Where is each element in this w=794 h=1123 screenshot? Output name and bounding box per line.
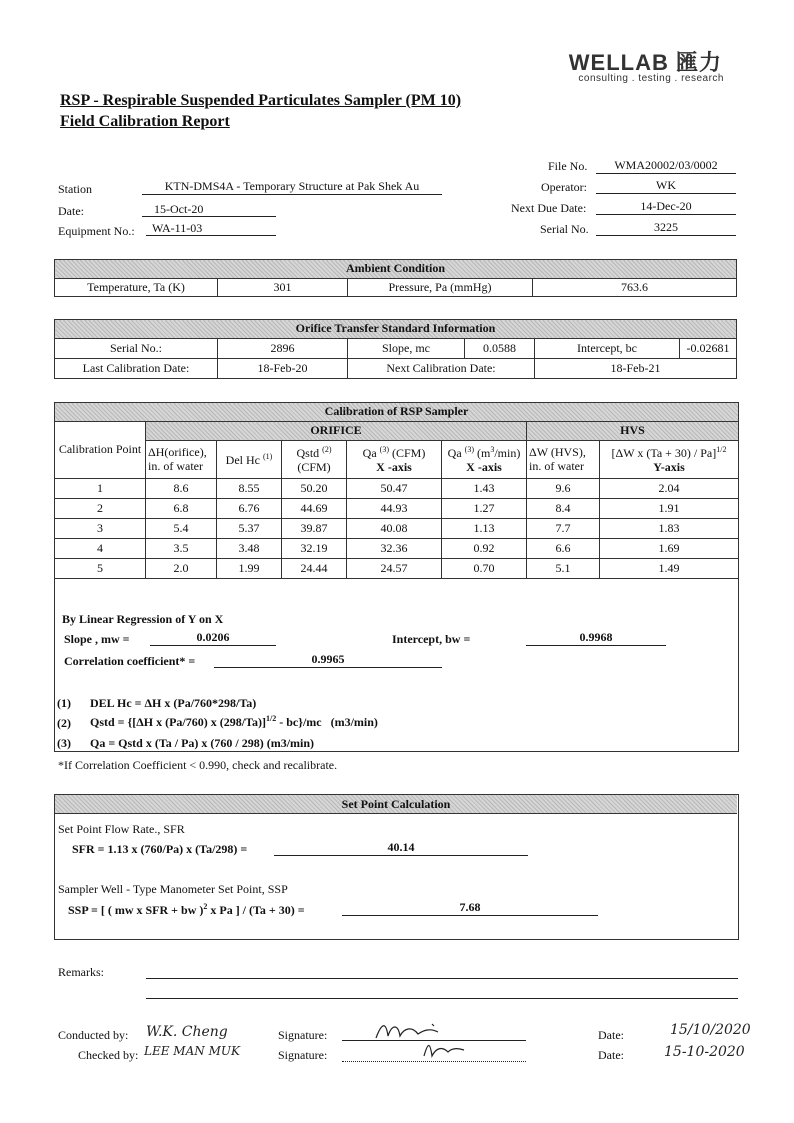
dw-header: ΔW (HVS), in. of water [527, 441, 600, 479]
signature2-scribble [420, 1040, 470, 1060]
cell-y: 1.91 [600, 499, 739, 519]
next-due-value: 14-Dec-20 [596, 199, 736, 215]
cell-qstd: 32.19 [282, 539, 347, 559]
table-row [55, 499, 739, 519]
note2-formula: Qstd = {[ΔH x (Pa/760) x (298/Ta)]$^{1/2}$ - bc}/mc (m3/min) [90, 714, 378, 729]
slope-label: Slope, mc [348, 339, 465, 359]
table-row [55, 539, 739, 559]
point-header: Calibration Point [55, 422, 146, 479]
cell-point: 2 [55, 499, 146, 519]
cell-qstd: 44.69 [282, 499, 347, 519]
note2-number: (2) [57, 716, 71, 730]
cell-dh: 2.0 [146, 559, 217, 579]
dh-header: ΔH(orifice), in. of water [146, 441, 217, 479]
cell-dh: 6.8 [146, 499, 217, 519]
cell-dw: 7.7 [527, 519, 600, 539]
file-no-value: WMA20002/03/0002 [596, 158, 736, 174]
ambient-table [54, 259, 737, 297]
cell-qa-m3: 1.13 [442, 519, 527, 539]
temperature-label: Temperature, Ta (K) [55, 279, 218, 297]
cell-qa-m3: 0.92 [442, 539, 527, 559]
regression-title: By Linear Regression of Y on X [62, 612, 224, 626]
conducted-label: Conducted by: [58, 1028, 129, 1042]
cell-dh: 5.4 [146, 519, 217, 539]
ssp-formula: SSP = [ ( mw x SFR + bw )$^2$ x Pa ] / (Ta + 30) = [68, 902, 305, 917]
correlation-label: Correlation coefficient* = [64, 654, 196, 668]
calibration-table [54, 402, 739, 579]
cell-dw: 9.6 [527, 479, 600, 499]
cell-qa-cfm: 50.47 [347, 479, 442, 499]
conducted-signature: W.K. Cheng [146, 1024, 228, 1040]
y-header: [ΔW x (Ta + 30) / Pa]$^{1/2}$ Y-axis [600, 441, 739, 479]
cell-dw: 5.1 [527, 559, 600, 579]
note1-formula: DEL Hc = ΔH x (Pa/760*298/Ta) [90, 696, 257, 710]
cell-qstd: 24.44 [282, 559, 347, 579]
next-cal-label: Next Calibration Date: [348, 359, 535, 379]
cell-qa-m3: 0.70 [442, 559, 527, 579]
station-value: KTN-DMS4A - Temporary Structure at Pak Shek Au [142, 179, 442, 195]
orifice-std-table [54, 319, 737, 379]
intercept-label: Intercept, bc [535, 339, 680, 359]
sfr-formula: SFR = 1.13 x (760/Pa) x (Ta/298) = [72, 842, 248, 856]
orifice-std-title: Orifice Transfer Standard Information [55, 320, 737, 339]
equipment-value: WA-11-03 [146, 221, 276, 236]
cell-dh: 8.6 [146, 479, 217, 499]
delhc-header: Del Hc $^{(1)}$ [217, 441, 282, 479]
intercept-value: -0.02681 [680, 339, 737, 359]
cell-point: 5 [55, 559, 146, 579]
next-due-label: Next Due Date: [511, 201, 587, 215]
cell-y: 1.83 [600, 519, 739, 539]
operator-value: WK [596, 178, 736, 194]
slope-mw-label: Slope , mw = [64, 632, 130, 646]
setpoint-title: Set Point Calculation [55, 795, 737, 814]
cell-point: 3 [55, 519, 146, 539]
cell-y: 2.04 [600, 479, 739, 499]
file-no-label: File No. [548, 159, 588, 173]
last-cal-value: 18-Feb-20 [218, 359, 348, 379]
cell-dw: 8.4 [527, 499, 600, 519]
remarks-label: Remarks: [58, 965, 104, 979]
cell-qa-cfm: 40.08 [347, 519, 442, 539]
qstd-header: Qstd $^{(2)}$ (CFM) [282, 441, 347, 479]
calibration-title: Calibration of RSP Sampler [55, 403, 739, 422]
cell-dh: 3.5 [146, 539, 217, 559]
cell-delhc: 8.55 [217, 479, 282, 499]
ssp-heading: Sampler Well - Type Manometer Set Point, SSP [58, 882, 288, 896]
ambient-title: Ambient Condition [55, 260, 737, 279]
pressure-label: Pressure, Pa (mmHg) [348, 279, 533, 297]
intercept-bw-label: Intercept, bw = [392, 632, 471, 646]
cell-qa-m3: 1.27 [442, 499, 527, 519]
orifice-serial-value: 2896 [218, 339, 348, 359]
cell-qa-cfm: 24.57 [347, 559, 442, 579]
date2-label: Date: [598, 1048, 624, 1062]
checked-signature: LEE MAN MUK [144, 1044, 240, 1058]
slope-mw-value: 0.0206 [150, 630, 276, 646]
date-label: Date: [58, 204, 84, 218]
serial-label: Serial No. [540, 222, 589, 236]
footnote: *If Correlation Coefficient < 0.990, check and recalibrate. [58, 758, 338, 772]
signature1-scribble [372, 1018, 452, 1042]
checked-label: Checked by: [78, 1048, 139, 1062]
serial-value: 3225 [596, 220, 736, 236]
date1-label: Date: [598, 1028, 624, 1042]
station-label: Station [58, 182, 93, 196]
slope-value: 0.0588 [465, 339, 535, 359]
note1-number: (1) [57, 696, 71, 710]
report-subtitle: Field Calibration Report [60, 113, 230, 130]
cell-qa-cfm: 44.93 [347, 499, 442, 519]
date2-handwritten: 15-10-2020 [664, 1044, 745, 1060]
cell-qa-cfm: 32.36 [347, 539, 442, 559]
cell-qa-m3: 1.43 [442, 479, 527, 499]
date-value: 15-Oct-20 [142, 202, 276, 217]
note3-number: (3) [57, 736, 71, 750]
company-tagline: consulting . testing . research [578, 73, 724, 84]
table-row [55, 479, 739, 499]
cell-y: 1.49 [600, 559, 739, 579]
cell-y: 1.69 [600, 539, 739, 559]
temperature-value: 301 [218, 279, 348, 297]
setpoint-section [54, 794, 739, 940]
signature1-label: Signature: [278, 1028, 328, 1042]
next-cal-value: 18-Feb-21 [535, 359, 737, 379]
date1-handwritten: 15/10/2020 [670, 1022, 751, 1038]
cell-point: 4 [55, 539, 146, 559]
qa-cfm-header: Qa $^{(3)}$ (CFM) X -axis [347, 441, 442, 479]
cell-delhc: 5.37 [217, 519, 282, 539]
last-cal-label: Last Calibration Date: [55, 359, 218, 379]
cell-qstd: 39.87 [282, 519, 347, 539]
signature2-label: Signature: [278, 1048, 328, 1062]
orifice-serial-label: Serial No.: [55, 339, 218, 359]
equipment-label: Equipment No.: [58, 224, 135, 238]
remarks-line-1 [146, 978, 738, 979]
cell-delhc: 1.99 [217, 559, 282, 579]
sfr-value: 40.14 [274, 840, 528, 856]
table-row [55, 519, 739, 539]
cell-delhc: 6.76 [217, 499, 282, 519]
pressure-value: 763.6 [533, 279, 737, 297]
correlation-value: 0.9965 [214, 652, 442, 668]
report-title: RSP - Respirable Suspended Particulates Sampler (PM 10) [60, 92, 462, 109]
orifice-header: ORIFICE [146, 422, 527, 441]
cell-dw: 6.6 [527, 539, 600, 559]
cell-qstd: 50.20 [282, 479, 347, 499]
operator-label: Operator: [541, 180, 587, 194]
qa-m3-header: Qa $^{(3)}$ $(m^3/\min)$ X -axis [442, 441, 527, 479]
cell-delhc: 3.48 [217, 539, 282, 559]
intercept-bw-value: 0.9968 [526, 630, 666, 646]
remarks-line-2 [146, 998, 738, 999]
table-row [55, 559, 739, 579]
cell-point: 1 [55, 479, 146, 499]
sfr-heading: Set Point Flow Rate., SFR [58, 822, 185, 836]
signature2-line [342, 1061, 526, 1062]
note3-formula: Qa = Qstd x (Ta / Pa) x (760 / 298) (m3/min) [90, 736, 315, 750]
hvs-header: HVS [527, 422, 739, 441]
company-logo: WELLAB 匯力 [568, 50, 722, 75]
ssp-value: 7.68 [342, 900, 598, 916]
